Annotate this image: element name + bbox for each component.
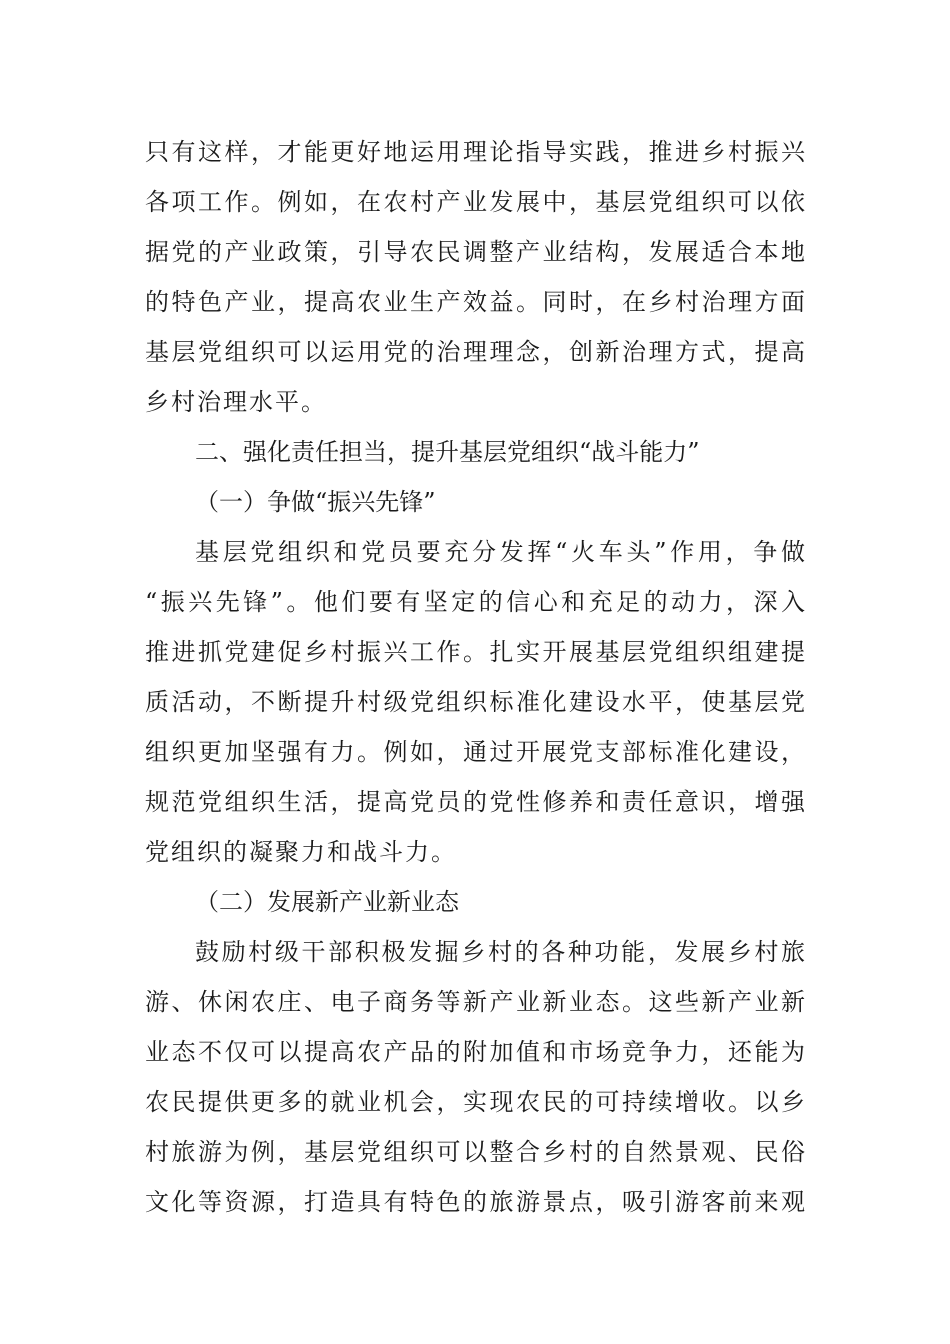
- text-line: 只有这样，才能更好地运用理论指导实践，推进乡村振兴: [145, 138, 805, 166]
- text-line: 游、休闲农庄、电子商务等新产业新业态。这些新产业新: [145, 988, 805, 1016]
- text-line: 推进抓党建促乡村振兴工作。扎实开展基层党组织组建提: [145, 638, 805, 666]
- text-line: 党组织的凝聚力和战斗力。: [145, 838, 457, 866]
- subsection-heading: （一）争做“振兴先锋”: [195, 488, 436, 516]
- text-line: 据党的产业政策，引导农民调整产业结构，发展适合本地: [145, 238, 805, 266]
- subsection-heading: （二）发展新产业新业态: [195, 888, 459, 916]
- text-line: 组织更加坚强有力。例如，通过开展党支部标准化建设，: [145, 738, 805, 766]
- text-line: 乡村治理水平。: [145, 388, 327, 416]
- text-line: 的特色产业，提高农业生产效益。同时，在乡村治理方面: [145, 288, 805, 316]
- text-line: 文化等资源，打造具有特色的旅游景点，吸引游客前来观: [145, 1188, 805, 1216]
- text-line: 质活动，不断提升村级党组织标准化建设水平，使基层党: [145, 688, 805, 716]
- text-line: 村旅游为例，基层党组织可以整合乡村的自然景观、民俗: [145, 1138, 805, 1166]
- text-line: 各项工作。例如，在农村产业发展中，基层党组织可以依: [145, 188, 805, 216]
- text-line: 规范党组织生活，提高党员的党性修养和责任意识，增强: [145, 788, 805, 816]
- text-line: 农民提供更多的就业机会，实现农民的可持续增收。以乡: [145, 1088, 805, 1116]
- text-line: “振兴先锋”。他们要有坚定的信心和充足的动力，深入: [145, 588, 805, 616]
- text-line: 业态不仅可以提高农产品的附加值和市场竞争力，还能为: [145, 1038, 805, 1066]
- text-line: 鼓励村级干部积极发掘乡村的各种功能，发展乡村旅: [195, 938, 805, 966]
- section-heading: 二、强化责任担当，提升基层党组织“战斗能力”: [195, 438, 700, 466]
- text-line: 基层党组织和党员要充分发挥“火车头”作用，争做: [195, 538, 805, 566]
- text-line: 基层党组织可以运用党的治理理念，创新治理方式，提高: [145, 338, 805, 366]
